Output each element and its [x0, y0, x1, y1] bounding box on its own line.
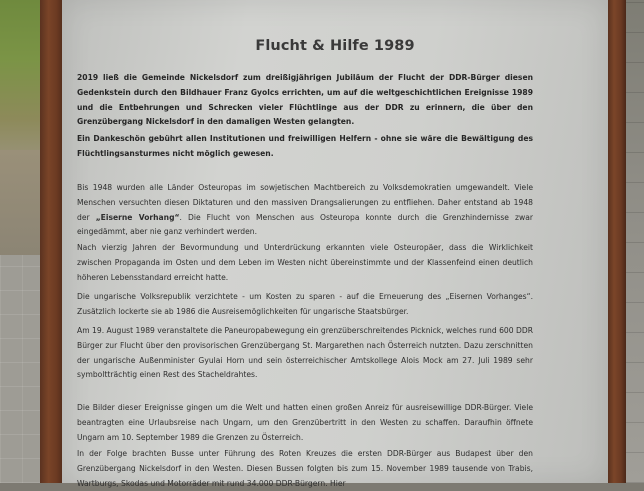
history-paragraph-3: Die ungarische Volksrepublik verzichtete - um Kosten zu sparen - auf die Erneuerung des „Eisernen Vorhanges“. Zusätzlich lockerte sie ab 1986 die Ausreisemöglichkeiten für ungarische Staatsbürger. — [77, 292, 533, 316]
plaque-title: Flucht & Hilfe 1989 — [255, 38, 415, 54]
history-paragraph-5: Die Bilder dieser Ereignisse gingen um die Welt und hatten einen großen Anreiz für ausreisewillige DDR-Bürger. Viele beantragten eine Urlaubsreise nach Ungarn, um den Grenzübertritt in den Westen zu schaffen. Daraufhin öffnete Ungarn am 10. September 1989 die Grenzen zu Österreich. — [77, 403, 533, 442]
history-paragraph-4: Am 19. August 1989 veranstaltete die Paneuropabewegung ein grenzüberschreitendes Picknick, welches rund 600 DDR Bürger zur Flucht über den provisorischen Grenzübergang St. Margarethen nach Österreich nutzten. Dazu zerschnitten der ungarische Außenminister Gyulai Horn und sein österreichischer Amtskollege Alois Mock am 27. Juli 1989 sehr symboltträchtig einen Rest des Stacheldrahtes. — [77, 326, 533, 380]
p1-text-after: . Die Flucht von Menschen aus Osteuropa konnte durch die Grenzhindernisse zwar eingedämmt, aber nie ganz verhindert werden. — [77, 212, 533, 237]
iron-curtain-term: „Eiserne Vorhang“ — [95, 212, 180, 222]
history-paragraph-1 — [77, 181, 533, 240]
thanks-paragraph: Ein Dankeschön gebührt allen Institutionen und freiwilligen Helfern - ohne sie wäre die Bewältigung des Flüchtlingsansturmes nicht möglich gewesen. — [77, 134, 533, 158]
intro-paragraph: 2019 ließ die Gemeinde Nickelsdorf zum dreißigjährigen Jubiläum der Flucht der DDR-Bürger diesen Gedenkstein durch den Bildhauer Franz Gyolcs errichten, um auf die weltgeschichtlichen Ereignisse 1989 und die Entbehrungen und Schrecken vieler Flüchtlinge aus der DDR zu erinnern, die über den Grenzübergang Nickelsdorf in den damaligen Westen gelangten. — [77, 73, 533, 127]
rusty-frame-left — [40, 0, 64, 483]
rusty-frame-right — [606, 0, 626, 483]
p1-text-before: Bis 1948 wurden alle Länder Osteuropas im sowjetischen Machtbereich zu Volksdemokratien umgewandelt. Viele Menschen versuchten diesen Diktaturen und den massiven Drangsalierungen zu entfliehen. Daher entstand ab 1948 der — [77, 183, 533, 222]
history-paragraph-6: In der Folge brachten Busse unter Führung des Roten Kreuzes die ersten DDR-Bürger aus Budapest über den Grenzübergang Nickelsdorf in den Westen. Diesen Bussen folgten bis zum 15. November 1989 tausende von Trabis, Wartburgs, Skodas und Motorräder mit rund 34.000 DDR-Bürgern. Hier — [77, 449, 533, 488]
history-paragraph-2: Nach vierzig Jahren der Bevormundung und Unterdrückung erkannten viele Osteuropäer, dass die Wirklichkeit zwischen Propaganda im Osten und dem Leben im Westen nicht übereinstimmte und der Klassenfeind einen deutlich höheren Lebensstandard erreicht hatte. — [77, 243, 533, 282]
